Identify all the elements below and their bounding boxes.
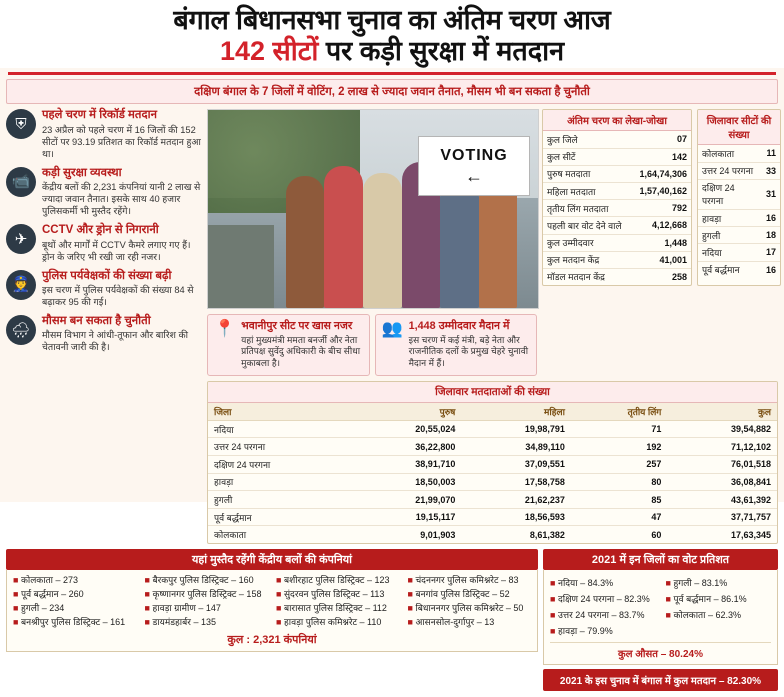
row-value: 1,448 (631, 234, 691, 251)
arrow-left-icon: ← (465, 166, 483, 187)
callout-body: इस चरण में कई मंत्री, बड़े नेता और राजनीतिक दलों के प्रमुख चेहरे चुनावी मैदान में हैं। (408, 334, 529, 369)
col-total: कुल (667, 403, 777, 421)
cell-third: 60 (651, 529, 662, 540)
table-row (543, 165, 691, 182)
list-item-label: चंदननगर पुलिस कमिश्नरेट – 83 (415, 575, 519, 586)
row-value: 31 (762, 179, 780, 209)
row-label: तृतीय लिंग मतदाता (543, 200, 631, 217)
companies-body (6, 570, 538, 652)
bullet-icon: ■ (665, 609, 671, 620)
list-item (408, 602, 532, 616)
feature-title: पुलिस पर्यवेक्षकों की संख्या बढ़ी (42, 269, 172, 282)
bullet-icon: ■ (13, 616, 19, 627)
headline-line-2 (0, 36, 784, 66)
cell-district: नदिया (208, 420, 352, 438)
list-item (666, 590, 772, 606)
table-row (208, 420, 777, 438)
cell-male: 36,22,800 (352, 438, 462, 456)
row-value: 17 (762, 244, 780, 261)
table-row (543, 182, 691, 199)
bullet-icon: ■ (276, 589, 282, 600)
table-row (208, 456, 777, 474)
cell-female: 19,98,791 (461, 420, 571, 438)
callout-body: यहां मुख्यमंत्री ममता बनर्जी और नेता प्रतिपक्ष सुवेंदु अधिकारी के बीच सीधा मुकाबला है। (241, 334, 361, 369)
list-item-label: बशीरहाट पुलिस डिस्ट्रिक्ट – 123 (283, 575, 390, 586)
row-value: 41,001 (631, 251, 691, 268)
bottom-region (0, 544, 784, 697)
list-item-label: हुगली – 234 (20, 603, 65, 613)
list-item-label: बनगांव पुलिस डिस्ट्रिक्ट – 52 (415, 589, 510, 600)
headline-divider (8, 72, 776, 75)
list-item-label: बारासात पुलिस डिस्ट्रिक्ट – 112 (283, 603, 387, 613)
bullet-icon: ■ (407, 575, 413, 586)
feature-body: मौसम विभाग ने आंधी-तूफान और बारिश की चेतावनी जारी की है। (42, 330, 189, 353)
cell-district: दक्षिण 24 परगना (208, 456, 352, 474)
feature-item (6, 315, 202, 353)
cell-total: 17,63,345 (730, 529, 771, 540)
cell-district: कोलकाता (214, 530, 247, 541)
list-item-label: कृष्णानगर पुलिस डिस्ट्रिक्ट – 158 (152, 589, 262, 600)
cell-total: 71,12,102 (667, 438, 777, 456)
table-row (543, 148, 691, 165)
bullet-icon: ■ (276, 575, 282, 586)
cell-district: हावड़ा (208, 473, 352, 491)
list-item (13, 616, 137, 630)
row-label: हुगली (698, 227, 762, 244)
bullet-icon: ■ (276, 616, 282, 627)
cell-total: 39,54,882 (667, 420, 777, 438)
table-row (698, 227, 780, 244)
list-item-label: बिधाननगर पुलिस कमिश्नरेट – 50 (415, 603, 524, 613)
voters-queue-photo (207, 109, 539, 309)
cell-third: 47 (571, 508, 667, 526)
table-header-row (208, 403, 777, 421)
list-item (13, 602, 137, 616)
subheadline-bar: दक्षिण बंगाल के 7 जिलों में वोटिंग, 2 लाख से ज्यादा जवान तैनात, मौसम भी बन सकता है चुनौती (6, 79, 778, 104)
companies-column-4 (408, 574, 532, 629)
list-item (145, 574, 269, 588)
table-row (698, 209, 780, 226)
cctv-camera-icon: 📹 (6, 167, 36, 197)
list-item-label: हावड़ा – 79.9% (557, 626, 613, 637)
table-row (698, 162, 780, 179)
list-item (276, 588, 400, 602)
shield-icon: ⛨ (6, 109, 36, 139)
table-row (208, 473, 777, 491)
list-item (550, 606, 656, 622)
voters-table-body (208, 403, 777, 543)
cell-total: 36,08,841 (667, 473, 777, 491)
feature-item (6, 167, 202, 217)
cell-third: 192 (571, 438, 667, 456)
right-tables (542, 109, 777, 286)
seats-table-body (698, 145, 780, 277)
cell-district: पूर्व बर्द्धमान (208, 508, 352, 526)
row-value: 16 (765, 264, 776, 275)
table-row (543, 217, 691, 234)
row-value: 33 (762, 162, 780, 179)
list-item-label: हावड़ा ग्रामीण – 147 (152, 603, 221, 613)
row-value: 07 (631, 131, 691, 148)
row-value: 142 (631, 148, 691, 165)
feature-list (6, 109, 202, 360)
col-district: जिला (208, 403, 352, 421)
table-row (208, 526, 777, 543)
table-row (698, 244, 780, 261)
headline-seats-count: 142 सीटों (219, 36, 319, 67)
seats-table (697, 109, 781, 286)
percent-column-2 (666, 574, 772, 639)
callout-title: 1,448 उम्मीदवार मैदान में (408, 320, 510, 333)
bullet-icon: ■ (550, 577, 556, 588)
voters-table-title: जिलावार मतदाताओं की संख्या (208, 382, 777, 403)
cell-male: 19,15,117 (352, 508, 462, 526)
row-label: कोलकाता (698, 145, 762, 162)
list-item (276, 574, 400, 588)
cell-female: 8,61,382 (529, 529, 565, 540)
seats-table-title: जिलावार सीटों की संख्या (698, 110, 780, 145)
list-item (550, 623, 656, 639)
row-label: दक्षिण 24 परगना (698, 179, 762, 209)
cell-male: 21,99,070 (352, 491, 462, 509)
feature-item (6, 224, 202, 262)
companies-title: यहां मुस्तैद रहेंगी केंद्रीय बलों की कंपनियां (6, 549, 538, 570)
feature-body: 23 अप्रैल को पहले चरण में 16 जिलों की 152 सीटों पर 93.19 प्रतिशत का रिकॉर्ड मतदान हुआ था। (42, 124, 201, 159)
bullet-icon: ■ (407, 603, 413, 613)
row-value: 1,57,40,162 (631, 182, 691, 199)
rain-cloud-icon: 🌧 (6, 315, 36, 345)
bullet-icon: ■ (144, 589, 150, 600)
cell-district: हुगली (208, 491, 352, 509)
callout-row (207, 314, 537, 375)
bullet-icon: ■ (276, 603, 282, 613)
percent-column-1 (550, 574, 656, 639)
list-item (145, 616, 269, 630)
bullet-icon: ■ (550, 626, 556, 637)
cell-female: 18,56,593 (461, 508, 571, 526)
table-row (543, 131, 691, 148)
list-item (666, 574, 772, 590)
feature-title: पहले चरण में रिकॉर्ड मतदान (42, 109, 157, 122)
main-region (0, 104, 784, 375)
feature-body: इस चरण में पुलिस पर्यवेक्षकों की संख्या 84 से बढ़ाकर 95 की गई। (42, 284, 194, 307)
list-item-label: बैरकपुर पुलिस डिस्ट्रिक्ट – 160 (152, 575, 254, 586)
headline-line-2-rest: पर कड़ी सुरक्षा में मतदान (318, 36, 565, 67)
cell-female: 34,89,110 (461, 438, 571, 456)
list-item (408, 616, 532, 630)
row-value: 258 (671, 271, 687, 282)
bullet-icon: ■ (13, 603, 19, 613)
list-item-label: कोलकाता – 273 (20, 575, 79, 586)
bullet-icon: ■ (407, 616, 413, 627)
cell-male: 20,55,024 (352, 420, 462, 438)
cell-total: 76,01,518 (667, 456, 777, 474)
table-row (543, 251, 691, 268)
percent-block (543, 549, 778, 691)
callout-title: भवानीपुर सीट पर खास नजर (241, 320, 353, 333)
row-value: 4,12,668 (631, 217, 691, 234)
table-row (698, 179, 780, 209)
bullet-icon: ■ (13, 575, 19, 586)
bullet-icon: ■ (13, 589, 19, 600)
companies-column-1 (13, 574, 137, 629)
list-item (145, 588, 269, 602)
percent-footer: 2021 के इस चुनाव में बंगाल में कुल मतदान – 82.30% (543, 669, 778, 691)
feature-body: बूथों और मार्गों में CCTV कैमरे लगाए गए हैं। ड्रोन के जरिए भी रखी जा रही नजर। (42, 239, 191, 262)
headline-line-1: बंगाल बिधानसभा चुनाव का अंतिम चरण आज (173, 5, 611, 35)
list-item-label: नदिया – 84.3% (557, 577, 614, 588)
list-item (550, 590, 656, 606)
list-item (408, 574, 532, 588)
table-row (543, 234, 691, 251)
feature-title: CCTV और ड्रोन से निगरानी (42, 224, 159, 237)
cell-total: 37,71,757 (667, 508, 777, 526)
list-item-label: कोलकाता – 62.3% (673, 609, 742, 620)
cell-female: 17,58,758 (461, 473, 571, 491)
list-item-label: पूर्व बर्द्धमान – 86.1% (673, 593, 747, 604)
row-value: 18 (762, 227, 780, 244)
bullet-icon: ■ (550, 593, 556, 604)
cell-third: 85 (571, 491, 667, 509)
cell-third: 257 (571, 456, 667, 474)
cell-male: 9,01,903 (420, 529, 456, 540)
bullet-icon: ■ (407, 589, 413, 600)
companies-total: कुल : 2,321 कंपनियां (227, 634, 317, 647)
row-label: पहली बार वोट देने वाले (543, 217, 631, 234)
table-row (543, 200, 691, 217)
bullet-icon: ■ (144, 575, 150, 586)
bullet-icon: ■ (550, 609, 556, 620)
cell-district: उत्तर 24 परगना (208, 438, 352, 456)
companies-column-2 (145, 574, 269, 629)
col-male: पुरुष (352, 403, 462, 421)
cell-female: 21,62,237 (461, 491, 571, 509)
row-label: कुल उम्मीदवार (543, 234, 631, 251)
list-item (13, 588, 137, 602)
voting-sign-text: VOTING (440, 147, 508, 165)
summary-table-title: अंतिम चरण का लेखा-जोखा (543, 110, 691, 131)
row-label: कुल मतदान केंद्र (543, 251, 631, 268)
table-row (543, 268, 691, 285)
voters-table (207, 381, 778, 544)
row-value: 1,64,74,306 (631, 165, 691, 182)
bullet-icon: ■ (665, 593, 671, 604)
feature-title: कड़ी सुरक्षा व्यवस्था (42, 166, 122, 179)
feature-title: मौसम बन सकता है चुनौती (42, 315, 151, 328)
cell-male: 38,91,710 (352, 456, 462, 474)
police-officer-icon: 👮 (6, 270, 36, 300)
list-item-label: पूर्व बर्द्धमान – 260 (20, 589, 84, 600)
cell-third: 80 (571, 473, 667, 491)
list-item (276, 602, 400, 616)
cell-male: 18,50,003 (352, 473, 462, 491)
table-row (208, 508, 777, 526)
row-label: पुरुष मतदाता (543, 165, 631, 182)
table-row (208, 438, 777, 456)
col-female: महिला (461, 403, 571, 421)
photo-wall (208, 225, 274, 308)
feature-item (6, 270, 202, 308)
photo-column (207, 109, 537, 375)
list-item-label: हुगली – 83.1% (673, 577, 728, 588)
list-item-label: डायमंडहार्बर – 135 (152, 616, 216, 627)
table-row (208, 491, 777, 509)
row-label: कुल जिले (543, 131, 631, 148)
list-item (276, 616, 400, 630)
row-label: मॉडल मतदान केंद्र (547, 272, 605, 283)
companies-block (6, 549, 538, 652)
cell-total: 43,61,392 (667, 491, 777, 509)
feature-body: केंद्रीय बलों की 2,231 कंपनियां यानी 2 लाख से ज्यादा जवान तैनात। इसके साथ 40 हजार पुलिसकर्मी भी मुस्तैद रहेंगे। (42, 182, 201, 217)
list-item (666, 606, 772, 622)
row-label: नदिया (698, 244, 762, 261)
list-item (145, 602, 269, 616)
row-label: उत्तर 24 परगना (698, 162, 762, 179)
people-icon: 👥 (381, 319, 403, 339)
bullet-icon: ■ (144, 616, 150, 627)
row-value: 11 (762, 145, 780, 162)
row-label: कुल सीटें (543, 148, 631, 165)
cell-third: 71 (571, 420, 667, 438)
feature-item (6, 109, 202, 159)
table-row (698, 261, 780, 278)
row-value: 792 (631, 200, 691, 217)
row-label: पूर्व बर्द्धमान (702, 265, 740, 276)
percent-title: 2021 में इन जिलों का वोट प्रतिशत (543, 549, 778, 570)
row-label: महिला मतदाता (543, 182, 631, 199)
headline (0, 0, 784, 68)
list-item-label: दक्षिण 24 परगना – 82.3% (557, 593, 650, 604)
list-item-label: सुंदरवन पुलिस डिस्ट्रिक्ट – 113 (283, 589, 385, 600)
list-item-label: आसनसोल-दुर्गापुर – 13 (415, 616, 495, 627)
list-item-label: हावड़ा पुलिस कमिश्नरेट – 110 (283, 616, 382, 627)
table-row (698, 145, 780, 162)
bullet-icon: ■ (144, 603, 150, 613)
map-pin-icon: 📍 (214, 319, 236, 339)
list-item-label: उत्तर 24 परगना – 83.7% (557, 609, 645, 620)
summary-table-body (543, 131, 691, 285)
bullet-icon: ■ (665, 577, 671, 588)
list-item (408, 588, 532, 602)
drone-icon: ✈ (6, 224, 36, 254)
list-item (13, 574, 137, 588)
voting-sign (418, 136, 530, 196)
percent-body (543, 570, 778, 665)
row-label: हावड़ा (698, 209, 762, 226)
callout-bhawanipur (207, 314, 370, 375)
row-value: 16 (762, 209, 780, 226)
col-third-gender: तृतीय लिंग (571, 403, 667, 421)
list-item-label: बनश्रीपुर पुलिस डिस्ट्रिक्ट – 161 (20, 616, 126, 627)
callout-candidates (375, 314, 538, 375)
list-item (550, 574, 656, 590)
cell-female: 37,09,551 (461, 456, 571, 474)
companies-column-3 (276, 574, 400, 629)
percent-average: कुल औसत – 80.24% (550, 642, 771, 660)
summary-table (542, 109, 692, 286)
